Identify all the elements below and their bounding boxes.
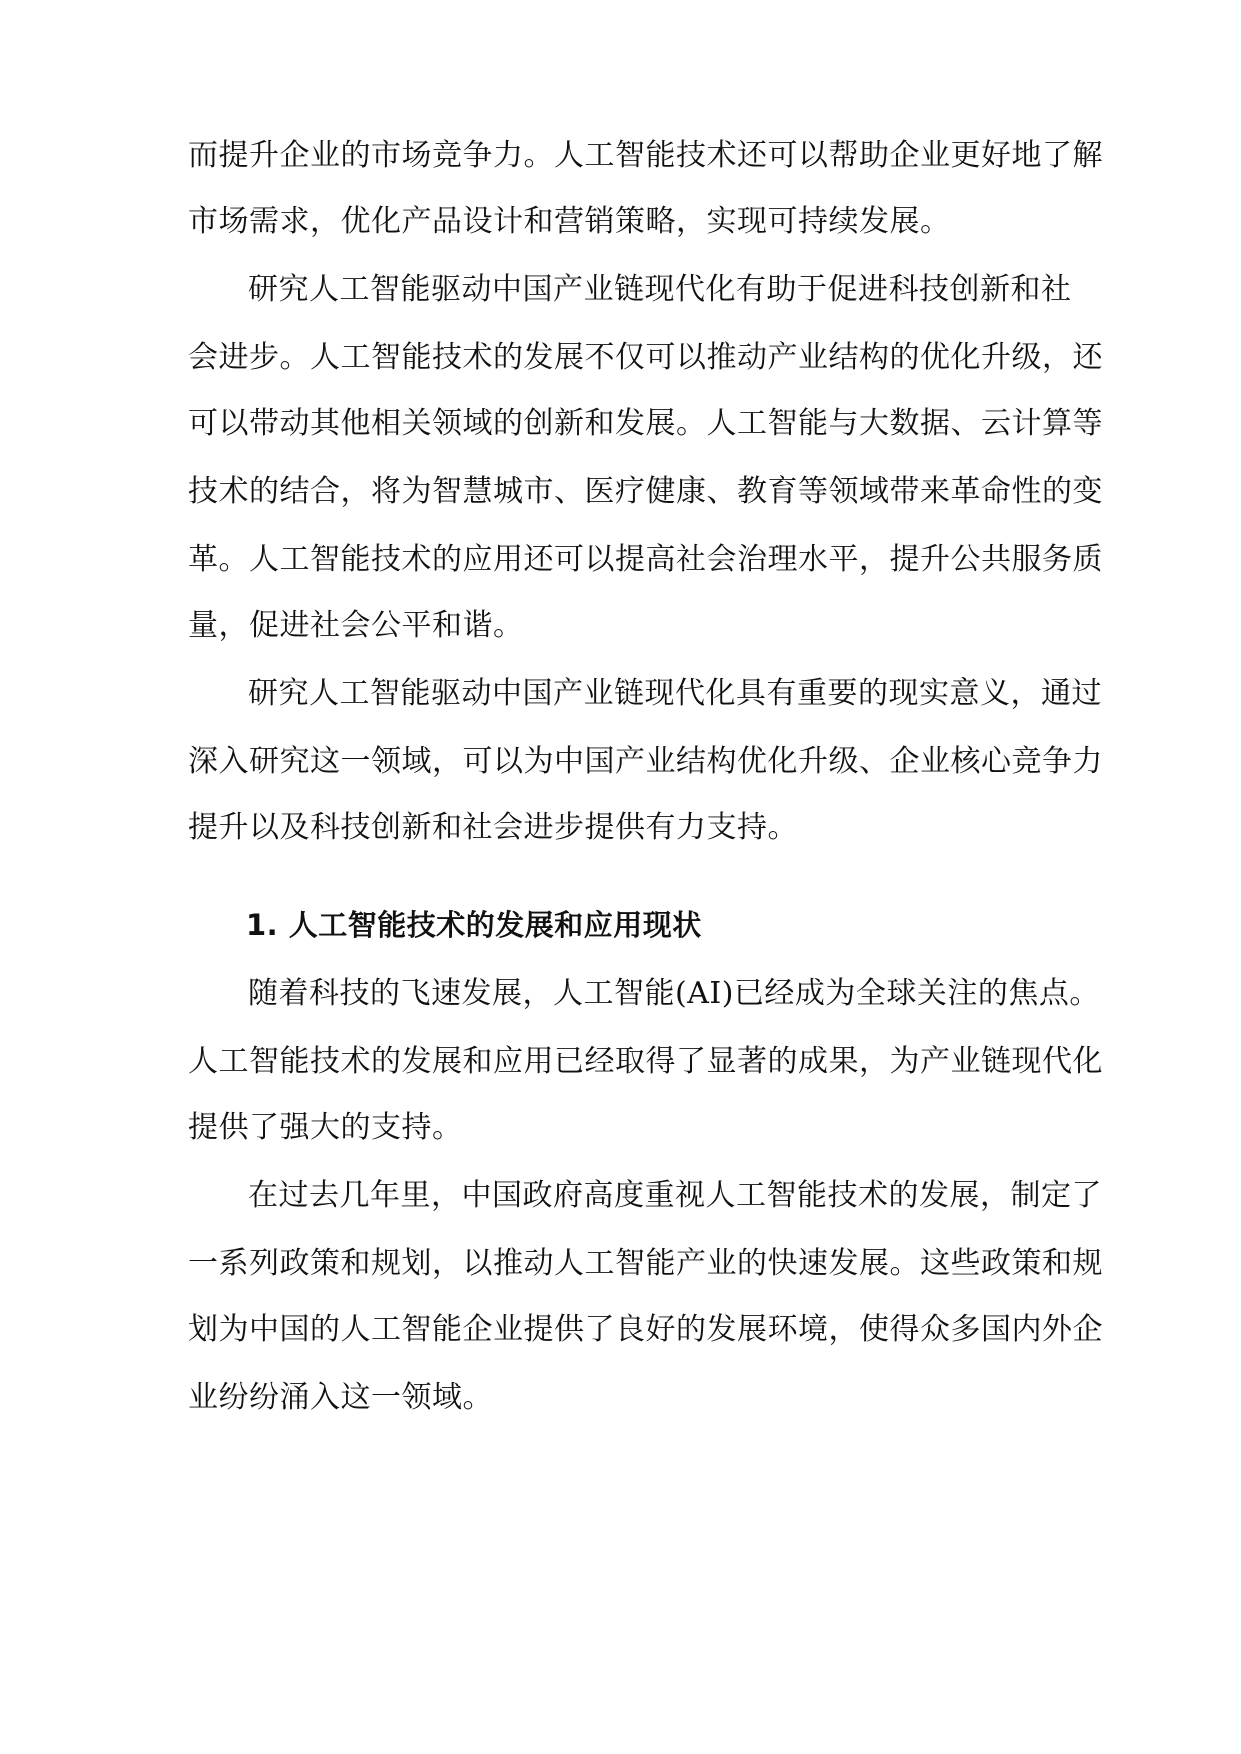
paragraph-line: 会进步。人工智能技术的发展不仅可以推动产业结构的优化升级，还: [188, 340, 1103, 375]
section-heading: 1. 人工智能技术的发展和应用现状: [246, 908, 702, 942]
paragraph-line: 一系列政策和规划，以推动人工智能产业的快速发展。这些政策和规: [188, 1246, 1103, 1281]
paragraph-line: 研究人工智能驱动中国产业链现代化具有重要的现实意义，通过: [248, 676, 1102, 711]
paragraph-line: 提供了强大的支持。: [188, 1110, 463, 1145]
paragraph-line: 技术的结合，将为智慧城市、医疗健康、教育等领域带来革命性的变: [188, 474, 1103, 509]
paragraph-line: 而提升企业的市场竞争力。人工智能技术还可以帮助企业更好地了解: [188, 138, 1103, 173]
paragraph-line: 划为中国的人工智能企业提供了良好的发展环境，使得众多国内外企: [188, 1312, 1103, 1347]
paragraph-line: 在过去几年里，中国政府高度重视人工智能技术的发展，制定了: [248, 1178, 1102, 1213]
paragraph-line: 业纷纷涌入这一领域。: [188, 1380, 493, 1415]
paragraph-line: 提升以及科技创新和社会进步提供有力支持。: [188, 810, 798, 845]
paragraph-line: 可以带动其他相关领域的创新和发展。人工智能与大数据、云计算等: [188, 406, 1103, 441]
paragraph-line: 市场需求，优化产品设计和营销策略，实现可持续发展。: [188, 204, 951, 239]
paragraph-line: 深入研究这一领域，可以为中国产业结构优化升级、企业核心竞争力: [188, 744, 1103, 779]
paragraph-line: 随着科技的飞速发展，人工智能(AI)已经成为全球关注的焦点。: [248, 976, 1100, 1011]
paragraph-line: 量，促进社会公平和谐。: [188, 608, 524, 643]
paragraph-line: 研究人工智能驱动中国产业链现代化有助于促进科技创新和社: [248, 272, 1072, 307]
paragraph-line: 革。人工智能技术的应用还可以提高社会治理水平，提升公共服务质: [188, 542, 1103, 577]
paragraph-line: 人工智能技术的发展和应用已经取得了显著的成果，为产业链现代化: [188, 1044, 1103, 1079]
